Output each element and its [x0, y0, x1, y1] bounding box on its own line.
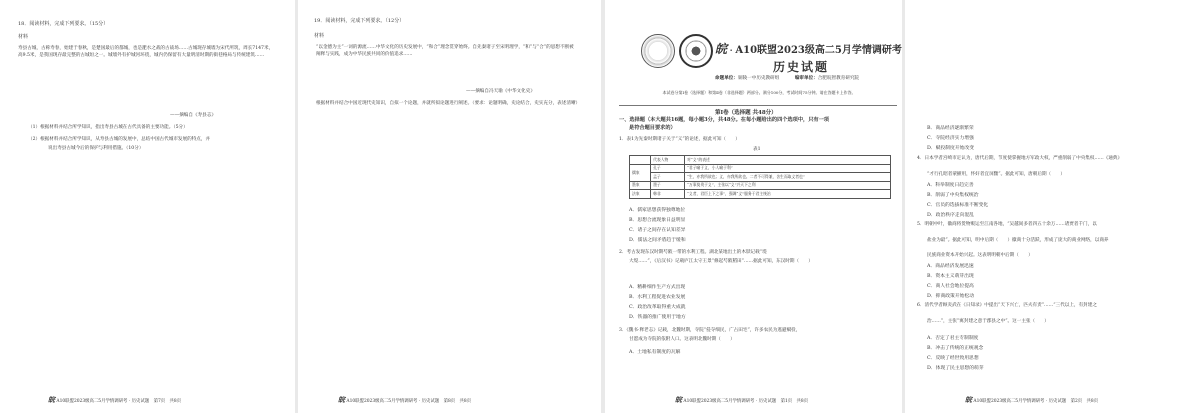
table-cell: 代表人物 [651, 156, 685, 165]
table-cell [630, 156, 651, 165]
question-6: 6．清代学者顾炎武在《日知录》中提出“天下兴亡，匹夫有责”……“三代以上，有封建之 [917, 303, 1097, 308]
instructions: 一、选择题（本大题共16题，每小题3分，共48分。在每小题给出的四个选项中，只有一项 [619, 117, 829, 123]
material-source: ——摘编自《寿县志》 [170, 113, 216, 118]
question-2: 2．考古发现东汉时期芍陂一带的水利工程。湖北某地出土的木牍记载“堤 [619, 250, 767, 255]
table-header-row [630, 156, 891, 165]
reviewer-name: 合肥皖智教育研究院 [817, 76, 860, 81]
option-a: A．科举制度日趋完善 [927, 183, 974, 188]
exam-title: A10联盟2023级高二5月学情调研考 [735, 45, 902, 56]
option-c: C．官员的选拔标准不断变化 [927, 203, 989, 208]
option-c: C．商人社会地位提高 [927, 284, 974, 289]
question-1: 1．表1为先秦时期诸子关于“义”的论述，据此可知（ ） [619, 137, 740, 142]
brand-mark: 皖 [965, 395, 972, 404]
option-b: B．冲击了传统的正统观念 [927, 346, 984, 351]
footer-text: A10联盟2023级高二5月学情调研考 · 历史试题 第8页 共8页 [346, 399, 472, 404]
option-b: B．资本主义萌芽出现 [927, 274, 974, 279]
page-1 [605, 0, 902, 413]
instructions-continued: 是符合题目要求的） [629, 125, 676, 131]
material-label: 材料 [314, 33, 325, 39]
page-footer [48, 395, 181, 405]
question-3: 3．《魏书·释老志》记载，北魏时期，寺院“侵夺细民，广占田宅”，许多农民为逃避赋役， [619, 328, 801, 333]
table-row [630, 181, 891, 190]
option-b: B．水利工程促进农业发展 [629, 295, 686, 300]
question-3-continued: 甘愿成为寺院的依附人口。这表明北魏时期（ ） [629, 337, 735, 342]
question-18-heading: 18．阅读材料，完成下列要求。（15分） [18, 21, 109, 27]
table-1 [629, 155, 891, 199]
subquestion-2-continued: 说出寿县古城今后的保护与利用措施。（10分） [48, 146, 144, 151]
subject-title: 历史试题 [773, 60, 830, 74]
option-d: D．政治秩序走向混乱 [927, 213, 975, 218]
option-d: D．抑商政策开始松动 [927, 294, 975, 299]
option-a: A．土地私有制度的瓦解 [629, 350, 681, 355]
table-cell: 儒家 [630, 164, 651, 181]
footer-text: A10联盟2023级高二5月学情调研考 · 历史试题 第2页 共8页 [973, 399, 1099, 404]
table-cell: 墨家 [630, 181, 651, 190]
option-c: C．诸子之间存在认知差异 [629, 228, 686, 233]
footer-text: A10联盟2023级高二5月学情调研考 · 历史试题 第7页 共8页 [56, 399, 182, 404]
brand-mark: 皖 [48, 395, 55, 404]
question-5-end: 民族商业资本开始兴起。这表明明朝中后期（ ） [927, 253, 1033, 258]
material-label: 材料 [18, 34, 29, 40]
school-logo-seal [679, 34, 713, 68]
material-source: ——摘编自冯天瑜《中华文化史》 [466, 89, 535, 94]
material-passage: “以金德为主”一词的源流……中华文化的历史发展中，“和合”理念贯穿始终。自先秦诸子至宋明理学，“和”与“合”的思想不断被阐释与实践，成为中华民族共同的价值追求…… [316, 45, 574, 58]
exam-title-row: 皖 · A10联盟2023级高二5月学情调研考 [715, 42, 902, 56]
table-row [630, 190, 891, 199]
table-row [630, 173, 891, 182]
table-cell: 对“义”的表述 [684, 156, 890, 165]
option-a: A．精耕细作生产方式出现 [629, 285, 686, 290]
question-4: 4．日本学者宫崎市定认为，唐代后期，节度使掌握地方军政大权，严重削弱了中央集权……《通典》 [917, 156, 1123, 161]
option-c: C．政治改革取得重大成就 [629, 305, 686, 310]
option-d: D．赋役制度开始改变 [927, 146, 975, 151]
table-cell: 墨子 [651, 181, 685, 190]
brand-mark: 皖 [675, 395, 682, 404]
reviewer-label: 编审单位： [794, 76, 818, 81]
question-19-heading: 19．阅读材料，完成下列要求。（12分） [314, 18, 405, 24]
question-4-continued: “才行孔昭者蒙擢用，怀奸者宜屏黜”。据此可知，唐朝后期（ ） [927, 172, 1065, 177]
subquestion-1: （1）根据材料并结合所学知识，指出寿县古城在古代具备的主要功能。（5分） [28, 125, 188, 130]
question-2-continued: 大堤……”，《后汉书》记载庐江太守王景“修起芍陂稻田”……据此可知，东汉时期（ ） [629, 259, 813, 264]
page-8 [298, 0, 601, 413]
table-cell: “君子喻于义，小人喻于利” [684, 164, 890, 173]
page-2 [905, 0, 1200, 413]
table-row [630, 164, 891, 173]
exam-notice: 本试卷分第Ⅰ卷（选择题）和第Ⅱ卷（非选择题）两部分。满分100分，考试时间75分钟。请在答题卡上作答。 [662, 90, 856, 95]
section-heading: 第Ⅰ卷（选择题 共48分） [715, 110, 777, 116]
setter-name: 铜陵一中历史教研组 [737, 76, 780, 81]
table-caption: 表1 [753, 147, 761, 152]
table-cell: “万事莫贵于义”，主张以“义”兴天下之利 [684, 181, 890, 190]
table-cell: 孔子 [651, 164, 685, 173]
question-5: 5．明朝中叶，徽商将货物贩运至江南各地，“吴越间多者四五十余万……诸贾者千门，以 [917, 222, 1097, 227]
option-c: C．反映了经世致用思想 [927, 356, 979, 361]
option-d: D．体现了民主思想的萌芽 [927, 366, 984, 371]
table-cell: “生，亦我所欲也；义，亦我所欲也。二者不可得兼，舍生而取义者也” [684, 173, 890, 182]
option-d: D．儒法之间矛盾趋于缓和 [629, 238, 686, 243]
option-d: D．铁器的推广使用于地方 [629, 315, 686, 320]
option-b: B．削弱了中央集权统治 [927, 193, 979, 198]
page-footer [338, 395, 471, 405]
school-anniversary-seal [641, 34, 675, 68]
subquestion-2: （2）根据材料并结合所学知识，从寿县古城的发展中，总结中国古代城市发展的特点，并 [28, 137, 211, 142]
divider [619, 105, 897, 106]
table-cell: “义者，君臣上下之事”，强调“义”服务于君主统治 [684, 190, 890, 199]
setter-label: 命题单位： [715, 76, 738, 81]
option-a: A．否定了君主专制制度 [927, 336, 979, 341]
page-footer [675, 395, 808, 405]
option-a: A．商品经济发展迅速 [927, 264, 974, 269]
table-cell: 孟子 [651, 173, 685, 182]
setter-line [715, 75, 859, 82]
table-cell: 法家 [630, 190, 651, 199]
brand-mark: 皖 [338, 395, 345, 404]
page-footer [965, 395, 1098, 405]
option-b: B．思想合流现象日益明显 [629, 218, 686, 223]
brand-mark: 皖 [715, 42, 728, 56]
footer-text: A10联盟2023级高二5月学情调研考 · 历史试题 第1页 共8页 [683, 399, 809, 404]
page-7 [0, 0, 295, 413]
option-b: B．商品经济逐渐繁荣 [927, 126, 974, 131]
material-passage: 寿县古城，古称寿春，始建于春秋，是楚国最后的都城，也是淝水之战的古战场……古城现存城墙为宋代所筑，周长7147米，高9.5米，是我国现存最完整的古城垣之一。城墙外有护城河环绕，城内仍保留有大量明清时期的街巷格局与传统建筑…… [18, 46, 274, 59]
option-a: A．儒家思想获得独尊地位 [629, 208, 686, 213]
task-instruction: 根据材料并结合中国近现代史知识，自拟一个论题，并就所拟论题进行阐述。（要求：论题明确，史论结合，史实充分，表述清晰） [316, 101, 581, 106]
option-c: C．寺院经济实力增强 [927, 136, 974, 141]
table-cell: 韩非 [651, 190, 685, 199]
question-5-continued: 盐业为最”。据此可知，明中后期（ ）徽商十分活跃，形成了庞大的商业网络，以商养 [927, 238, 1109, 243]
question-6-continued: 治……”，主张“寓封建之意于郡县之中”。这一主张（ ） [927, 319, 1049, 324]
